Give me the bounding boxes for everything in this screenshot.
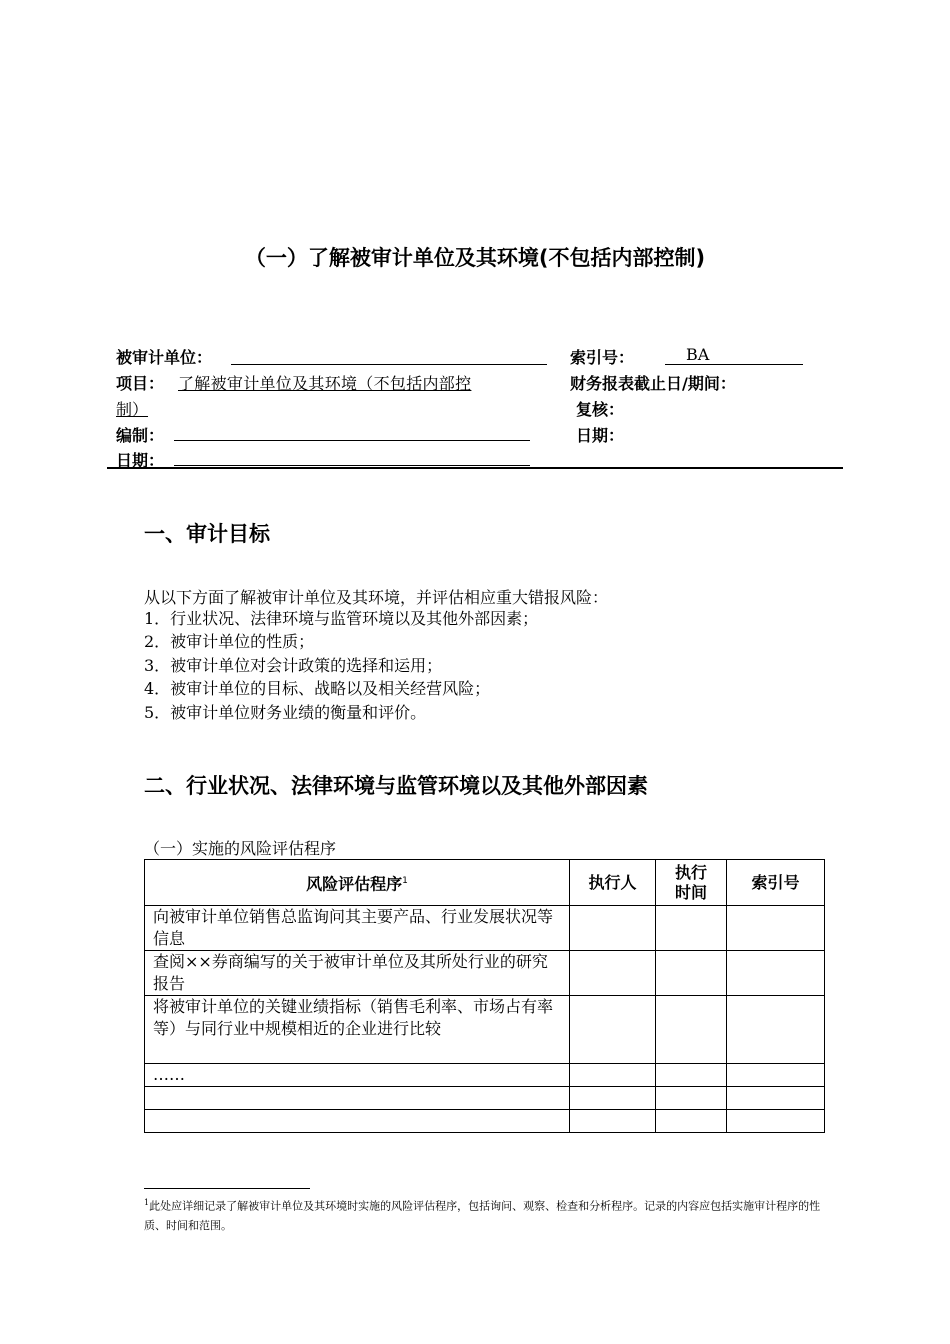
- executor-cell[interactable]: [570, 996, 656, 1064]
- executor-cell[interactable]: [570, 1110, 656, 1133]
- col-header-executor: 执行人: [570, 860, 656, 906]
- col-header-index: 索引号: [727, 860, 825, 906]
- table-row: [145, 1110, 825, 1133]
- exec-time-cell[interactable]: [656, 951, 727, 996]
- entity-field-line[interactable]: [231, 364, 547, 365]
- index-value: BA: [686, 345, 710, 364]
- col-header-exec-time: 执行 时间: [656, 860, 727, 906]
- procedure-cell: 将被审计单位的关键业绩指标（销售毛利率、市场占有率等）与同行业中规模相近的企业进行比较: [145, 996, 570, 1064]
- period-label: 财务报表截止日/期间：: [570, 374, 736, 393]
- review-label: 复核：: [576, 400, 625, 419]
- index-cell[interactable]: [727, 1087, 825, 1110]
- index-cell[interactable]: [727, 951, 825, 996]
- footnote-mark: 1: [144, 1198, 150, 1207]
- risk-procedure-table: [144, 859, 825, 1133]
- objective-item: 2．被审计单位的性质；: [144, 632, 315, 651]
- executor-cell[interactable]: [570, 1087, 656, 1110]
- index-cell[interactable]: [727, 1064, 825, 1087]
- section2-subheading: （一）实施的风险评估程序: [144, 839, 337, 858]
- table-row: [145, 996, 825, 1064]
- index-label: 索引号：: [570, 348, 635, 367]
- col-header-procedure: 风险评估程序$^1$: [145, 860, 570, 906]
- procedure-cell[interactable]: [145, 1087, 570, 1110]
- exec-time-cell[interactable]: [656, 1064, 727, 1087]
- exec-time-cell[interactable]: [656, 996, 727, 1064]
- objective-item: 4．被审计单位的目标、战略以及相关经营风险；: [144, 679, 491, 698]
- section1-intro: 从以下方面了解被审计单位及其环境，并评估相应重大错报风险：: [144, 588, 609, 607]
- exec-time-cell[interactable]: [656, 1087, 727, 1110]
- footnote: [144, 1193, 824, 1235]
- executor-cell[interactable]: [570, 1064, 656, 1087]
- procedure-cell: ……: [145, 1064, 570, 1087]
- page-title: （一）了解被审计单位及其环境(不包括内部控制): [244, 246, 706, 270]
- table-row: [145, 906, 825, 951]
- table-row: [145, 1064, 825, 1087]
- index-cell[interactable]: [727, 996, 825, 1064]
- index-cell[interactable]: [727, 906, 825, 951]
- exec-time-cell[interactable]: [656, 906, 727, 951]
- procedure-cell: 查阅××券商编写的关于被审计单位及其所处行业的研究报告: [145, 951, 570, 996]
- index-field-line: [665, 364, 803, 365]
- objective-item: 3．被审计单位对会计政策的选择和运用；: [144, 656, 443, 675]
- executor-cell[interactable]: [570, 951, 656, 996]
- footnote-text: 此处应详细记录了解被审计单位及其环境时实施的风险评估程序，包括询问、观察、检查和分析程序。记录的内容应包括实施审计程序的性质、时间和范围。: [144, 1199, 821, 1232]
- table-header-row: [145, 860, 825, 906]
- objective-item: 1．行业状况、法律环境与监管环境以及其他外部因素；: [144, 609, 539, 628]
- date-field-line[interactable]: [174, 465, 530, 466]
- procedure-cell: 向被审计单位销售总监询问其主要产品、行业发展状况等信息: [145, 906, 570, 951]
- footnote-separator: [144, 1188, 310, 1189]
- table-row: [145, 1087, 825, 1110]
- date-label: 日期：: [116, 451, 165, 470]
- review-date-label: 日期：: [576, 426, 625, 445]
- procedure-cell[interactable]: [145, 1110, 570, 1133]
- header-divider: [107, 467, 843, 469]
- section1-heading: 一、审计目标: [144, 522, 270, 546]
- prepared-field-line[interactable]: [174, 440, 530, 441]
- project-value-cont: 制）: [116, 400, 149, 419]
- project-label: 项目：: [116, 374, 165, 393]
- executor-cell[interactable]: [570, 906, 656, 951]
- table-row: [145, 951, 825, 996]
- exec-time-cell[interactable]: [656, 1110, 727, 1133]
- section2-heading: 二、行业状况、法律环境与监管环境以及其他外部因素: [144, 774, 648, 798]
- project-value: 了解被审计单位及其环境（不包括内部控: [178, 374, 472, 393]
- objective-item: 5．被审计单位财务业绩的衡量和评价。: [144, 703, 427, 722]
- prepared-label: 编制：: [116, 426, 165, 445]
- index-cell[interactable]: [727, 1110, 825, 1133]
- entity-label: 被审计单位：: [116, 348, 213, 367]
